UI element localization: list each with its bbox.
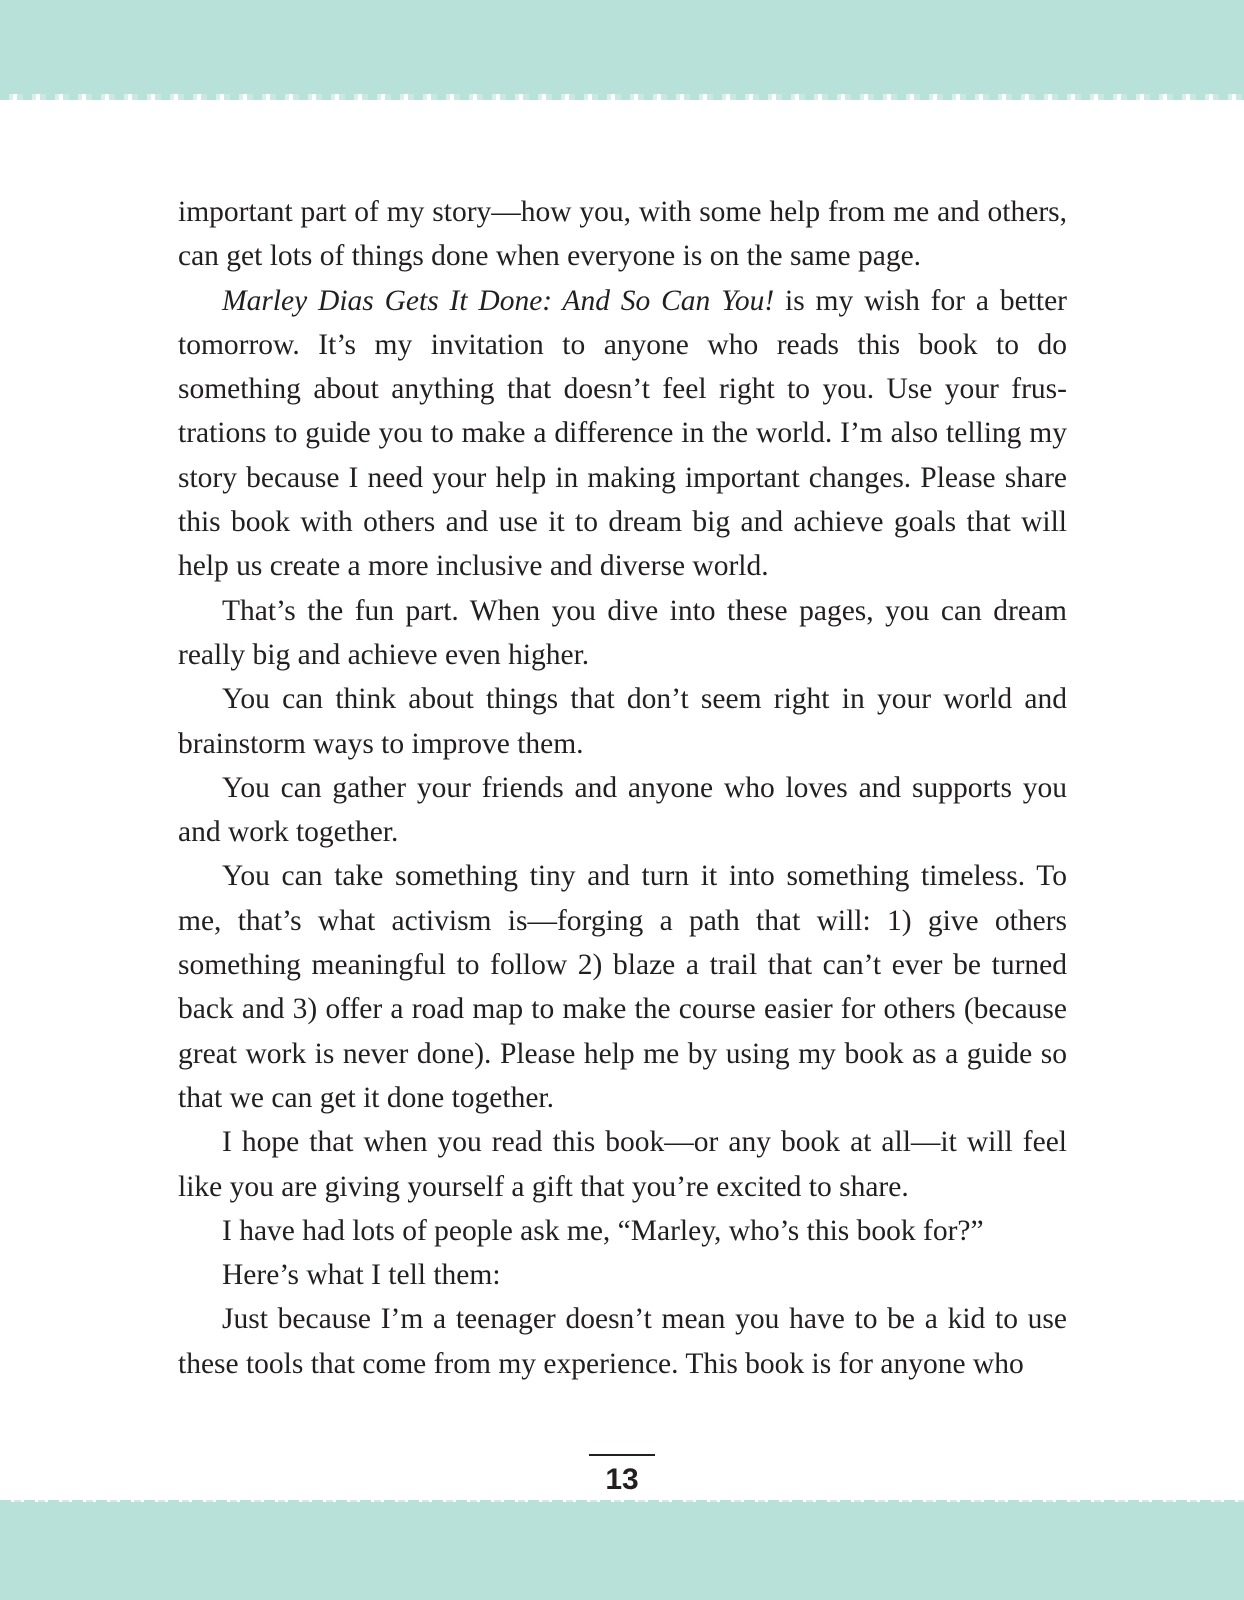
body-text: [178, 190, 1067, 1386]
paragraph: [178, 1297, 1067, 1386]
paragraph-text: Here’s what I tell them:: [222, 1259, 501, 1292]
paragraph: [178, 1120, 1067, 1209]
paragraph-text: You can gather your friends and anyone who loves and supports you and work together.: [178, 771, 1067, 849]
paragraph: [178, 766, 1067, 855]
paragraph: [178, 1253, 1067, 1297]
paragraph-text: You can think about things that don’t seem right in your world and brainstorm ways to improve them.: [178, 683, 1067, 760]
paragraph-text: You can take something tiny and turn it into something timeless. To me, that’s what activism is—forging a path that will: 1) give others something meaningful to follow 2) blaze a trail that can’t ever be turned back and 3) offer a road map to make the course easier for others (because great work is never done). Please help me by using my book as a guide so that we can get it done together.: [178, 860, 1067, 1114]
paragraph-text: important part of my story—how you, with some help from me and others, can get lots of things done when everyone is on the same page.: [178, 196, 1067, 273]
paragraph: [178, 190, 1067, 279]
paragraph: [178, 1209, 1067, 1253]
bottom-decorative-band: [0, 1502, 1244, 1600]
paragraph-text: I have had lots of people ask me, “Marley, who’s this book for?”: [222, 1214, 984, 1247]
paragraph-text: I hope that when you read this book—or any book at all—it will feel like you are giving yourself a gift that you’re excited to share.: [178, 1126, 1067, 1203]
top-band-rough-edge: [0, 94, 1244, 100]
paragraph-text: That’s the fun part. When you dive into these pages, you can dream really big and achieve even higher.: [178, 594, 1067, 671]
paragraph-text: Just because I’m a teenager doesn’t mean you have to be a kid to use these tools that come from my experience. This book is for anyone who: [178, 1303, 1067, 1380]
top-decorative-band: [0, 0, 1244, 100]
paragraph: [178, 279, 1067, 589]
paragraph: [178, 677, 1067, 766]
page-number: 13: [605, 1463, 639, 1496]
paragraph-text: is my wish for a better tomorrow. It’s my invitation to anyone who reads this book to do something about anything that doesn’t feel right to you. Use your frustrations to guide you to make a difference in the world. I’m also telling my story because I need your help in making important changes. Please share this book with others and use it to dream big and achieve goals that will help us create a more inclusive and diverse world.: [178, 284, 1068, 583]
paragraph: [178, 854, 1067, 1120]
book-title-italic: Marley Dias Gets It Done: And So Can You!: [222, 284, 775, 317]
page-number-rule: [589, 1454, 655, 1456]
paragraph: [178, 589, 1067, 678]
